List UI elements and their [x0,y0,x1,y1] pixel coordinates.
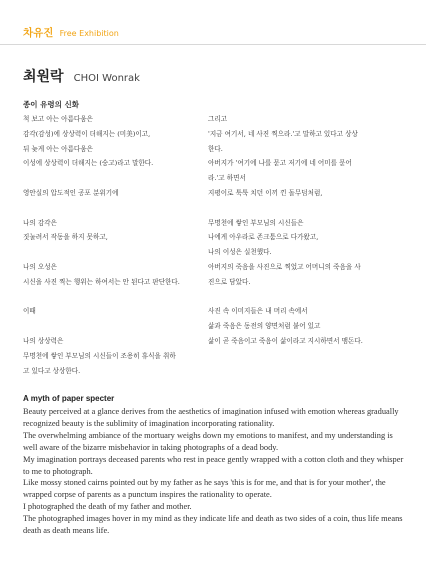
english-paragraph: Like mossy stoned cairns pointed out by my father as he says 'this is for me, and that is for your mother', the wrapped corpse of parents as a punctum inspires the rationality to operate. [23,478,386,500]
english-paragraph: My imagination portrays deceased parents who rest in peace gently wrapped with a cotton cloth and they whisper to me to photograph. [23,454,404,476]
poem-line: 아버지가 '여기에 나를 묻고 저기에 네 어미를 묻어 [208,159,352,168]
poem-line: 척 보고 아는 아름다움은 [23,115,93,123]
artist-name-en: CHOI Wonrak [73,73,140,84]
poem-right-column [208,112,402,349]
exhibition-header [23,25,119,40]
english-body [23,406,405,537]
poem-line: 이성에 상상력이 더해지는 (숭고)라고 말한다. [23,159,154,168]
artist-name-ko: 최원락 [23,69,64,85]
poem-line: 지평이로 툭툭 치던 이끼 낀 돌무덤처럼, [208,188,323,197]
poem-line: 뒤 늦게 아는 아름다움은 [23,144,93,153]
english-paragraph: I photographed the death of my father and mother. [23,502,192,512]
poem-line [23,171,199,186]
poem-line [23,245,199,260]
poem-line: 삶이 곧 죽음이고 죽음이 삶이라고 지시하면서 맴돈다. [208,336,363,345]
poem-line: 나의 감각은 [23,218,57,227]
poem-line: 나에게 아우라로 존크툼으로 다가왔고, [208,233,319,242]
poem-line: 사진 속 이미지들은 내 머리 속에서 [208,307,308,316]
poem-line: 나의 상상력은 [23,336,64,345]
english-title: A myth of paper specter [23,394,115,403]
english-paragraph: Beauty perceived at a glance derives from the aesthetics of imagination infused with emotion whereas gradually recognized beauty is the sublimity of imagination incorporating rationality. [23,407,399,428]
poem-line: 무명천에 쌓인 부모님의 시신들은 [208,218,304,227]
poem-line: 한다. [208,144,223,153]
poem-line: 고 있다고 상상한다. [23,366,81,375]
poem-line: 삶과 죽음은 동전의 양면처럼 붙어 있고 [208,322,321,331]
poem-line: 이때 [23,307,36,316]
poem-line: 아버지의 죽음을 사진으로 찍었고 어머니의 죽음을 사 [208,262,361,271]
poem-line: 그리고 [208,115,228,123]
poem-line: 감각(감성)에 상상력이 더해지는 (미美)이고, [23,129,151,138]
poem-line: '지금 여기서, 네 사진 찍으라.'고 말하고 있다고 상상 [208,129,358,138]
artist-name [23,66,140,86]
poem-line [208,290,402,305]
poem-line: 진으로 담았다. [208,277,251,286]
english-paragraph: The photographed images hover in my mind as they indicate life and death as two sides of a coin, thus life means death as death means life. [23,514,403,536]
poem-line [208,201,402,216]
poem-line [23,201,199,216]
poem-line [23,319,199,334]
poem-title-ko: 종이 유령의 신화 [23,100,79,109]
poem-line: 영안실의 압도적인 공포 분위기에 [23,188,119,197]
exhibition-subtitle: Free Exhibition [59,29,119,38]
poem-line: 무명천에 쌓인 부모님의 시신들이 조용히 휴식을 취하 [23,351,176,360]
poem-line [23,290,199,305]
poem-line: 나의 이성은 실천했다. [208,248,272,257]
poem-line: 짓눌려서 작동을 하지 못하고, [23,233,108,242]
poem-line: 나의 오성은 [23,262,57,271]
curator-name: 차유진 [23,27,54,39]
poem-left-column [23,112,199,378]
poem-line: 라.'고 하면서 [208,174,246,183]
english-paragraph: The overwhelming ambiance of the mortuary weighs down my emotions to manifest, and my understanding is well aware of the bizarre misbehavior in taking photographs of a dead body. [23,430,393,452]
poem-line: 시신을 사진 찍는 행위는 하여서는 안 된다고 판단한다. [23,277,180,286]
header-divider [0,44,426,45]
